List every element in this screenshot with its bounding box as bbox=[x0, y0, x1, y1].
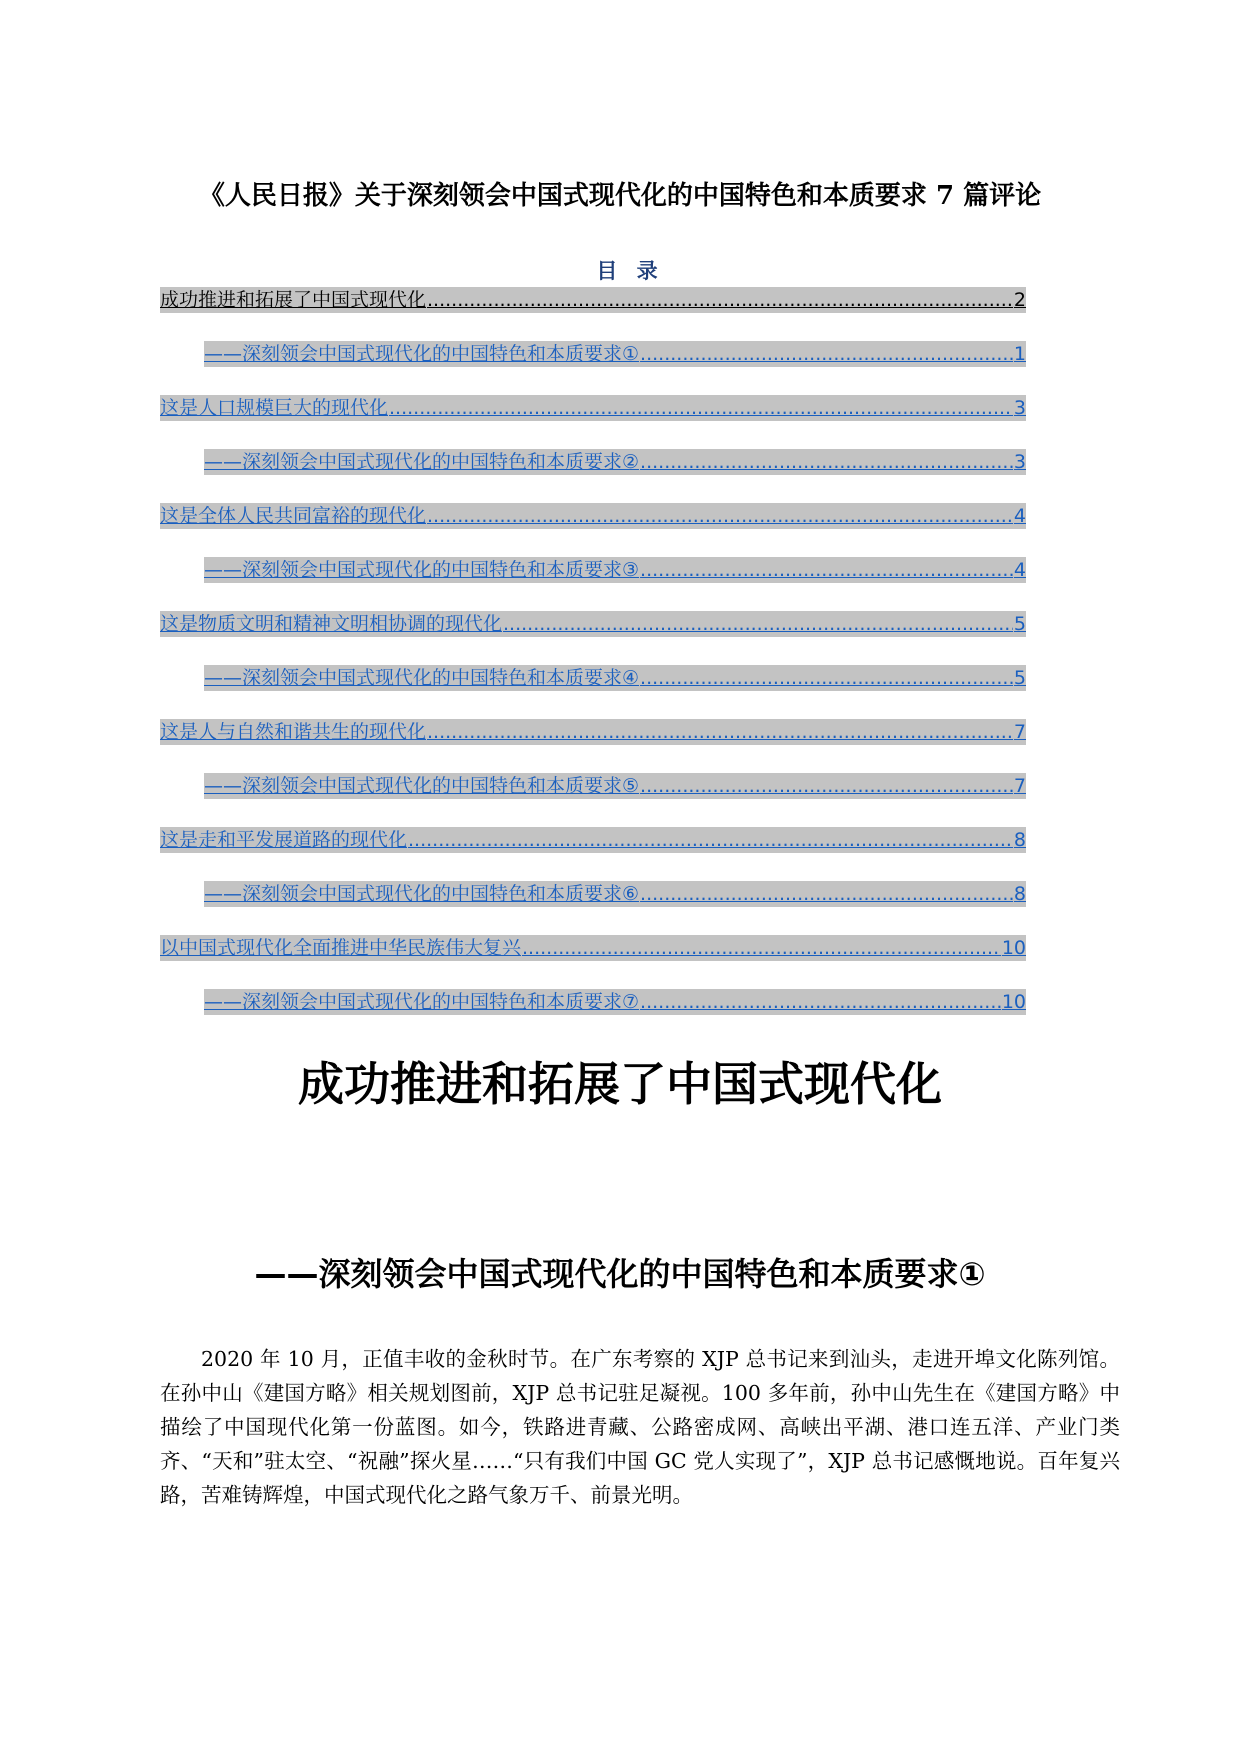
toc-entry-label: 这是人口规模巨大的现代化 bbox=[160, 397, 389, 419]
toc-entry-1[interactable] bbox=[160, 284, 1026, 316]
toc-page-number: 10 bbox=[1001, 937, 1026, 959]
toc-leader-dots bbox=[427, 284, 1013, 316]
toc-entry-7[interactable] bbox=[160, 932, 1026, 964]
toc-entry-label: ——深刻领会中国式现代化的中国特色和本质要求⑤ bbox=[204, 775, 640, 797]
toc-page-number: 5 bbox=[1013, 613, 1026, 635]
toc-entry-3[interactable] bbox=[160, 500, 1026, 532]
toc-entry-2[interactable] bbox=[160, 392, 1026, 424]
toc-leader-dots bbox=[640, 338, 1013, 370]
toc-entry-7-sub[interactable] bbox=[204, 986, 1026, 1018]
toc-entry-label: ——深刻领会中国式现代化的中国特色和本质要求③ bbox=[204, 559, 640, 581]
toc-page-number: 8 bbox=[1013, 883, 1026, 905]
toc-entry-label: 这是全体人民共同富裕的现代化 bbox=[160, 505, 427, 527]
toc-entry-4-sub[interactable] bbox=[204, 662, 1026, 694]
toc-page-number: 3 bbox=[1013, 397, 1026, 419]
toc-leader-dots bbox=[640, 986, 1001, 1018]
toc-entry-label: ——深刻领会中国式现代化的中国特色和本质要求② bbox=[204, 451, 640, 473]
toc-leader-dots bbox=[640, 770, 1013, 802]
toc-leader-dots bbox=[640, 446, 1013, 478]
toc-heading: 目 录 bbox=[596, 258, 664, 283]
toc-entry-label: ——深刻领会中国式现代化的中国特色和本质要求⑦ bbox=[204, 991, 640, 1013]
toc-page-number: 10 bbox=[1001, 991, 1026, 1013]
body-paragraph: 2020 年 10 月，正值丰收的金秋时节。在广东考察的 XJP 总书记来到汕头，走进开埠文化陈列馆。在孙中山《建国方略》相关规划图前，XJP 总书记驻足凝视。100 多年前，孙中山先生在《建国方略》中描绘了中国现代化第一份蓝图。如今，铁路进青藏、公路密成网、高峡出平湖、港口连五洋、产业门类齐、“天和”驻太空、“祝融”探火星……“只有我们中国 GC 党人实现了”，XJP 总书记感慨地说。百年复兴路，苦难铸辉煌，中国式现代化之路气象万千、前景光明。 bbox=[160, 1347, 1120, 1507]
toc-leader-dots bbox=[389, 392, 1013, 424]
toc-leader-dots bbox=[408, 824, 1013, 856]
toc-entry-label: ——深刻领会中国式现代化的中国特色和本质要求① bbox=[204, 343, 640, 365]
toc-entry-5[interactable] bbox=[160, 716, 1026, 748]
toc-entry-label: ——深刻领会中国式现代化的中国特色和本质要求⑥ bbox=[204, 883, 640, 905]
toc-page-number: 8 bbox=[1013, 829, 1026, 851]
toc-leader-dots bbox=[427, 716, 1013, 748]
toc-page-number: 7 bbox=[1013, 721, 1026, 743]
toc-page-number: 4 bbox=[1013, 559, 1026, 581]
toc-page-number: 2 bbox=[1013, 289, 1026, 311]
toc-page-number: 4 bbox=[1013, 505, 1026, 527]
toc-entry-6-sub[interactable] bbox=[204, 878, 1026, 910]
toc-entry-label: 以中国式现代化全面推进中华民族伟大复兴 bbox=[160, 937, 522, 959]
toc-entry-4[interactable] bbox=[160, 608, 1026, 640]
document-title: 《人民日报》关于深刻领会中国式现代化的中国特色和本质要求 7 篇评论 bbox=[198, 181, 1042, 211]
toc-entry-3-sub[interactable] bbox=[204, 554, 1026, 586]
toc-page-number: 5 bbox=[1013, 667, 1026, 689]
toc-leader-dots bbox=[640, 878, 1013, 910]
toc-entry-5-sub[interactable] bbox=[204, 770, 1026, 802]
section-title: 成功推进和拓展了中国式现代化 bbox=[298, 1057, 942, 1111]
toc-entry-1-sub[interactable] bbox=[204, 338, 1026, 370]
toc-leader-dots bbox=[503, 608, 1013, 640]
toc-leader-dots bbox=[640, 554, 1013, 586]
toc-entry-label: ——深刻领会中国式现代化的中国特色和本质要求④ bbox=[204, 667, 640, 689]
toc-leader-dots bbox=[522, 932, 1001, 964]
toc-entry-label: 这是物质文明和精神文明相协调的现代化 bbox=[160, 613, 503, 635]
toc-page-number: 1 bbox=[1013, 343, 1026, 365]
toc-page-number: 7 bbox=[1013, 775, 1026, 797]
toc-leader-dots bbox=[640, 662, 1013, 694]
toc-entry-label: 成功推进和拓展了中国式现代化 bbox=[160, 289, 427, 311]
toc-entry-label: 这是走和平发展道路的现代化 bbox=[160, 829, 408, 851]
toc-entry-6[interactable] bbox=[160, 824, 1026, 856]
toc-page-number: 3 bbox=[1013, 451, 1026, 473]
section-subtitle: ——深刻领会中国式现代化的中国特色和本质要求① bbox=[254, 1255, 986, 1293]
toc-leader-dots bbox=[427, 500, 1013, 532]
toc-entry-label: 这是人与自然和谐共生的现代化 bbox=[160, 721, 427, 743]
toc-entry-2-sub[interactable] bbox=[204, 446, 1026, 478]
